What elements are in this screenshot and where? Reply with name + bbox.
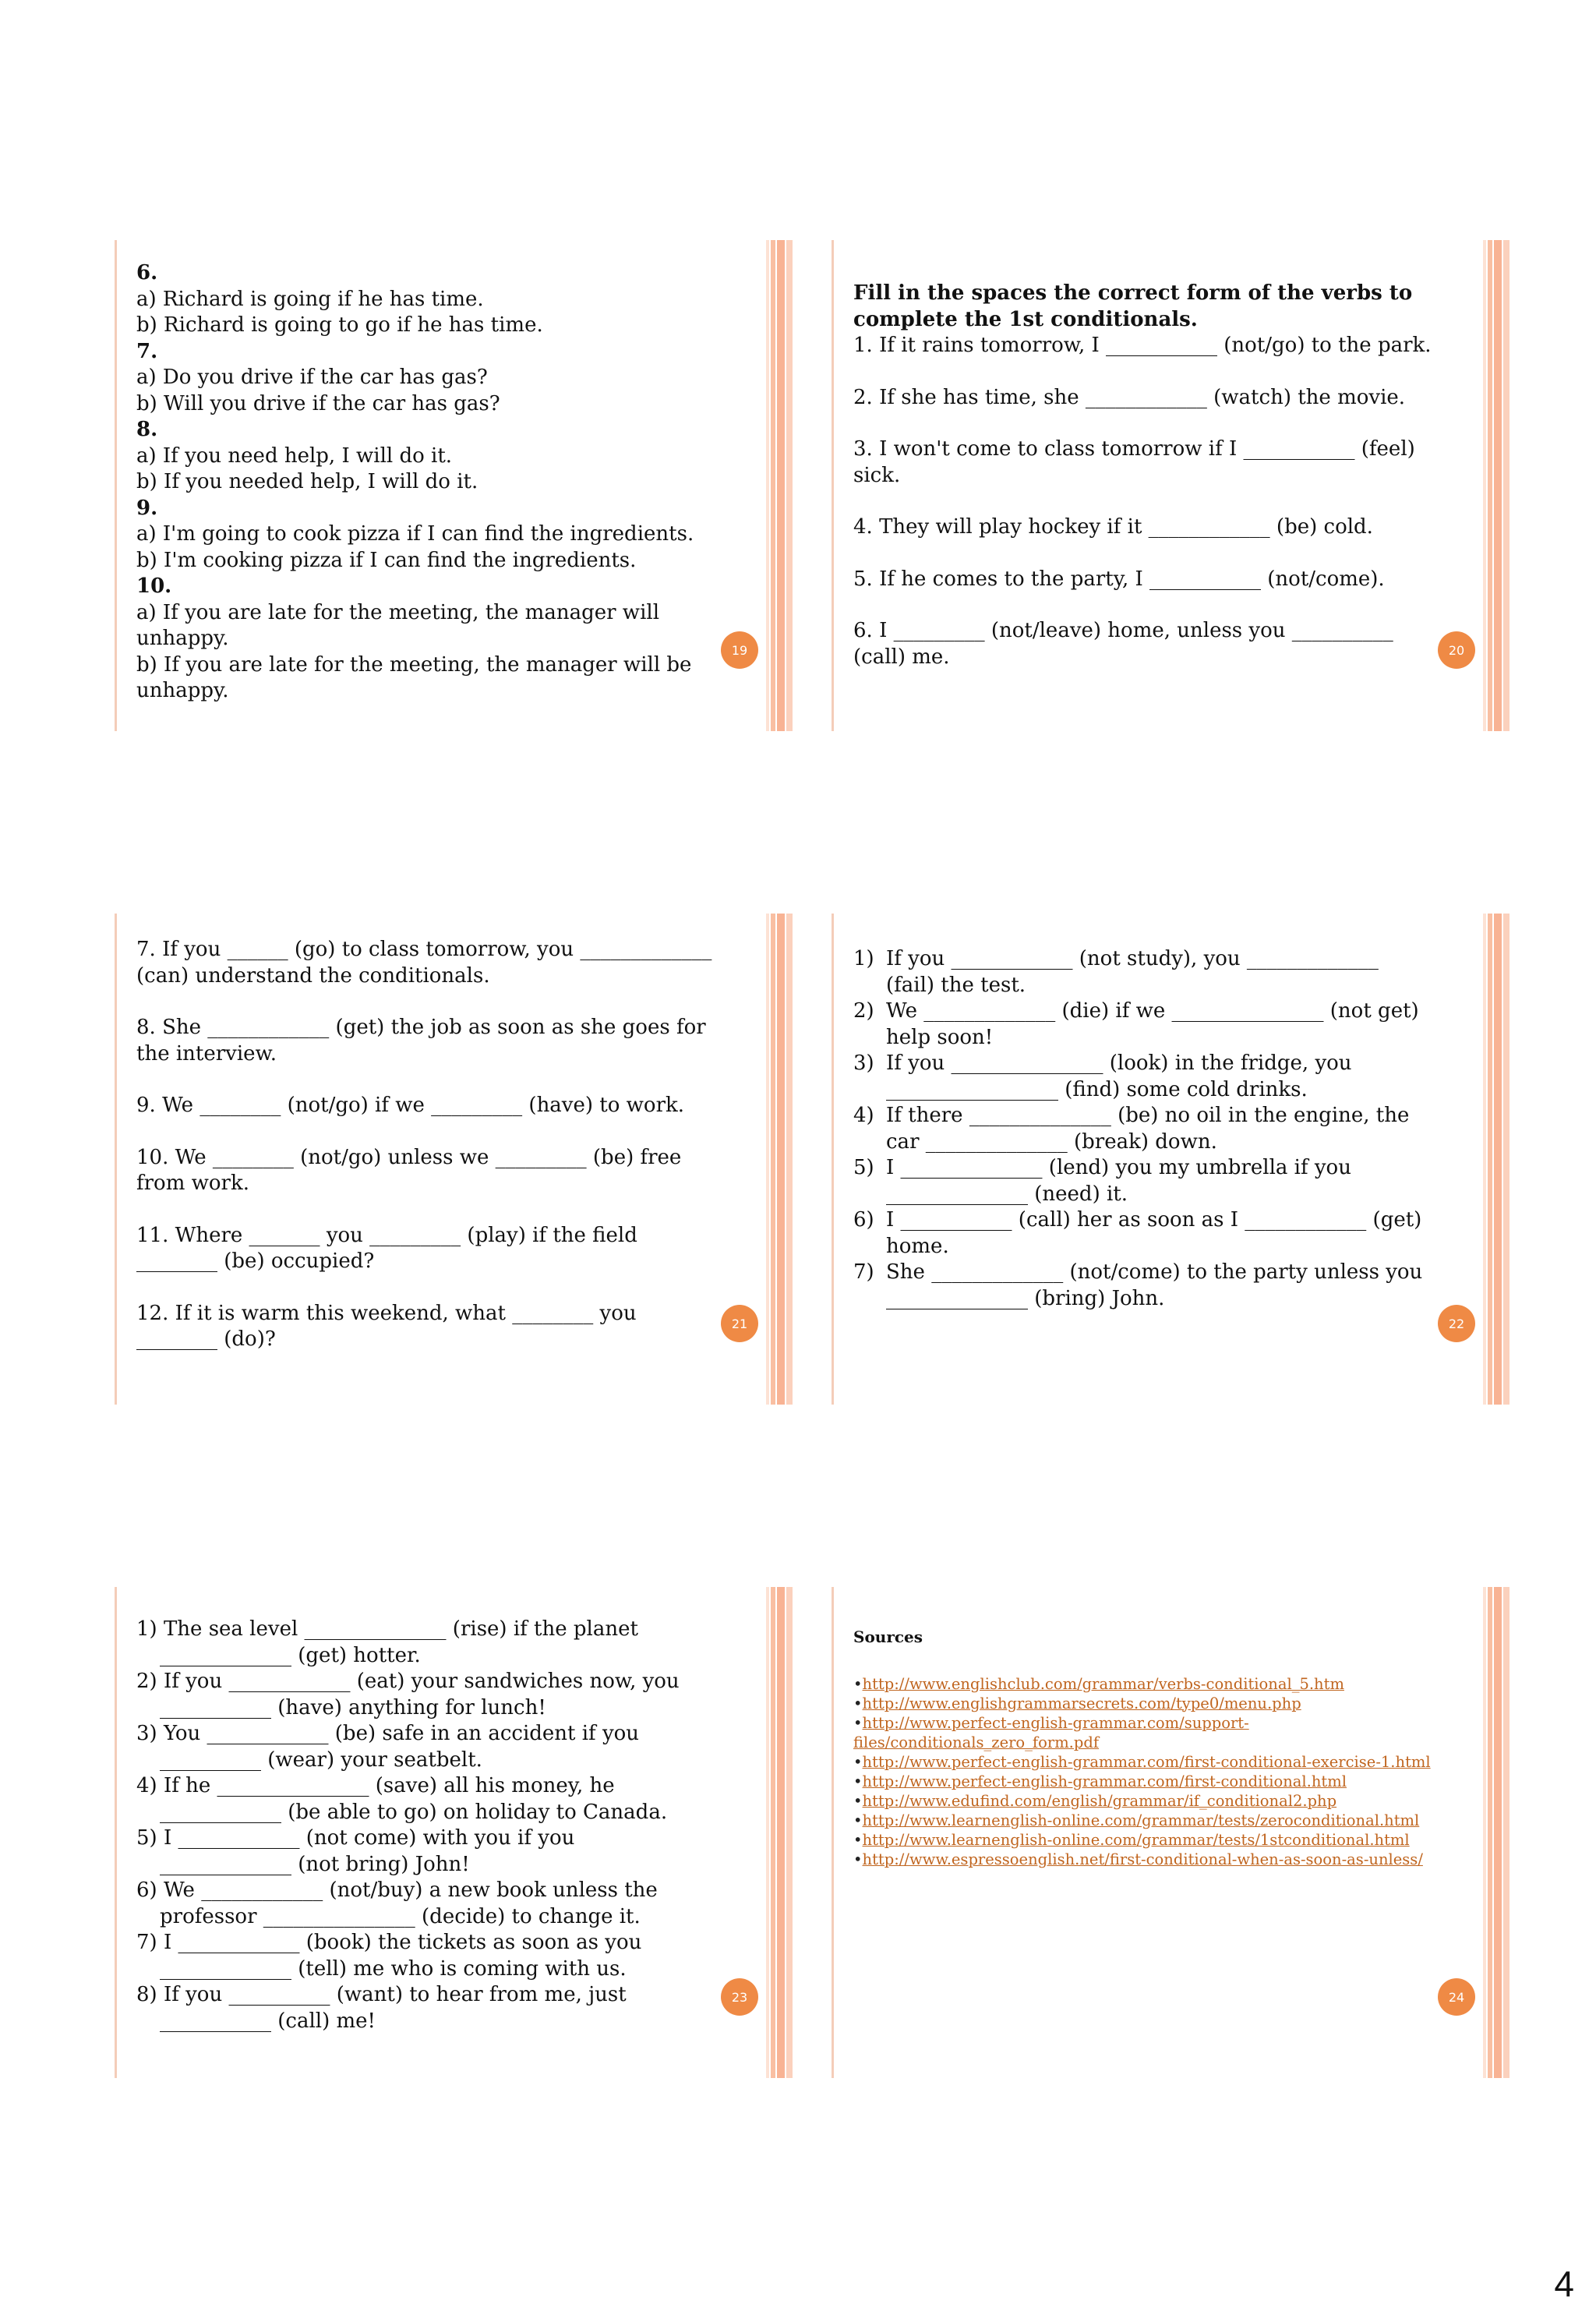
item-number: 1)	[853, 947, 874, 970]
question-number: 8.	[136, 418, 158, 441]
exercise-item	[853, 1260, 1432, 1312]
item-text: I ______________ (lend) you my umbrella if you ______________ (need) it.	[886, 1156, 1351, 1206]
item-text: If there ______________ (be) no oil in the engine, the car ______________ (break) down.	[886, 1104, 1410, 1154]
item-number: 5)	[853, 1156, 874, 1179]
sources-list	[853, 1674, 1439, 1869]
slide-20-content	[853, 281, 1432, 670]
source-link[interactable]: http://www.learnenglish-online.com/grammar/tests/zeroconditional.html	[862, 1811, 1420, 1829]
exercise-item-continuation: professor _______________ (decide) to change it.	[160, 1904, 641, 1928]
source-link[interactable]: http://www.espressoenglish.net/first-conditional-when-as-soon-as-unless/	[862, 1850, 1423, 1868]
exercise-item-line: 6) We ____________ (not/buy) a new book unless the	[136, 1878, 658, 1902]
sources-title: Sources	[853, 1628, 923, 1646]
slide-left-rule	[115, 914, 117, 1405]
bullet-icon: •	[853, 1694, 863, 1712]
slide-left-rule	[832, 914, 834, 1405]
slide-number-badge: 20	[1438, 631, 1475, 669]
slide-number-badge: 23	[721, 1978, 758, 2016]
item-number: 4)	[853, 1104, 874, 1127]
bullet-icon: •	[853, 1674, 863, 1693]
exercise-item: 10. We ________ (not/go) unless we _________ (be) free from work.	[136, 1145, 682, 1195]
question-number: 7.	[136, 339, 158, 363]
slide-number-badge: 19	[721, 631, 758, 669]
exercise-item	[853, 1207, 1432, 1260]
slide-22	[832, 914, 1509, 1405]
exercise-item-line: 7) I ____________ (book) the tickets as soon as you	[136, 1931, 642, 1954]
slide-19-content	[136, 260, 715, 705]
exercise-item-continuation: ___________ (call) me!	[160, 2009, 376, 2033]
answer-option: b) I'm cooking pizza if I can find the ingredients.	[136, 548, 637, 572]
slide-24-content	[853, 1624, 1439, 1869]
item-text: I ___________ (call) her as soon as I ____________ (get) home.	[886, 1208, 1422, 1258]
exercise-item	[853, 1103, 1432, 1155]
source-link[interactable]: http://www.perfect-english-grammar.com/support-files/conditionals_zero_form.pdf	[853, 1713, 1249, 1751]
answer-option: a) If you need help, I will do it.	[136, 444, 453, 468]
slide-21	[115, 914, 793, 1405]
exercise-item-line: 2) If you ____________ (eat) your sandwiches now, you	[136, 1670, 680, 1693]
exercise-item-continuation: _____________ (not bring) John!	[160, 1852, 470, 1876]
question-number: 6.	[136, 261, 158, 285]
source-link[interactable]: http://www.perfect-english-grammar.com/first-conditional-exercise-1.html	[862, 1752, 1431, 1771]
exercise-item: 5. If he comes to the party, I ___________ (not/come).	[853, 567, 1385, 591]
item-text: If you ____________ (not study), you _____________ (fail) the test.	[886, 947, 1379, 997]
slide-left-rule	[832, 1587, 834, 2078]
slide-number-badge: 24	[1438, 1978, 1475, 2016]
exercise-heading: Fill in the spaces the correct form of the verbs to complete the 1st conditionals.	[853, 281, 1413, 331]
source-entry	[853, 1772, 1439, 1791]
item-text: She _____________ (not/come) to the party unless you ______________ (bring) John.	[886, 1260, 1423, 1310]
bullet-icon: •	[853, 1772, 863, 1790]
slide-22-content	[853, 946, 1432, 1312]
exercise-item-line: 3) You ____________ (be) safe in an accident if you	[136, 1722, 640, 1745]
bullet-icon: •	[853, 1830, 863, 1849]
source-entry	[853, 1752, 1439, 1772]
decorative-stripe-band	[766, 1587, 793, 2078]
source-entry	[853, 1674, 1439, 1694]
answer-option: a) Richard is going if he has time.	[136, 287, 484, 311]
exercise-item: 2. If she has time, she ____________ (watch) the movie.	[853, 385, 1406, 409]
exercise-item-continuation: ____________ (be able to go) on holiday to Canada.	[160, 1800, 668, 1824]
exercise-item-line: 1) The sea level ______________ (rise) if the planet	[136, 1617, 638, 1641]
exercise-item: 3. I won't come to class tomorrow if I ___________ (feel) sick.	[853, 437, 1415, 487]
slide-left-rule	[115, 1587, 117, 2078]
bullet-icon: •	[853, 1811, 863, 1829]
item-number: 2)	[853, 999, 874, 1023]
exercise-item	[853, 1155, 1432, 1207]
bullet-icon: •	[853, 1752, 863, 1771]
slide-21-content	[136, 937, 715, 1353]
exercise-item: 11. Where _______ you _________ (play) if the field ________ (be) occupied?	[136, 1223, 637, 1273]
source-entry	[853, 1811, 1439, 1830]
item-number: 3)	[853, 1051, 874, 1075]
exercise-item	[853, 998, 1432, 1051]
bullet-icon: •	[853, 1791, 863, 1810]
answer-option: b) If you are late for the meeting, the manager will be unhappy.	[136, 652, 692, 702]
source-link[interactable]: http://www.englishgrammarsecrets.com/type0/menu.php	[862, 1694, 1301, 1712]
decorative-stripe-band	[766, 914, 793, 1405]
source-link[interactable]: http://www.learnenglish-online.com/grammar/tests/1stconditional.html	[862, 1830, 1410, 1849]
slide-number-badge: 22	[1438, 1305, 1475, 1342]
decorative-stripe-band	[1483, 1587, 1509, 2078]
decorative-stripe-band	[766, 240, 793, 731]
answer-option: b) Richard is going to go if he has time.	[136, 313, 543, 337]
exercise-item: 7. If you ______ (go) to class tomorrow, you _____________ (can) understand the conditionals.	[136, 938, 712, 988]
source-link[interactable]: http://www.perfect-english-grammar.com/first-conditional.html	[862, 1772, 1347, 1790]
exercise-item: 6. I _________ (not/leave) home, unless you __________ (call) me.	[853, 619, 1393, 669]
exercise-item-continuation: ___________ (have) anything for lunch!	[160, 1695, 546, 1719]
exercise-item: 8. She ____________ (get) the job as soon as she goes for the interview.	[136, 1016, 706, 1066]
exercise-item: 12. If it is warm this weekend, what ________ you ________ (do)?	[136, 1301, 637, 1351]
source-link[interactable]: http://www.englishclub.com/grammar/verbs-conditional_5.htm	[862, 1674, 1344, 1693]
answer-option: b) Will you drive if the car has gas?	[136, 391, 500, 415]
exercise-item-continuation: _____________ (get) hotter.	[160, 1643, 421, 1667]
slide-23-content	[136, 1617, 715, 2034]
item-number: 7)	[853, 1260, 874, 1284]
source-entry	[853, 1694, 1439, 1713]
exercise-list	[853, 946, 1432, 1312]
item-text: If you _______________ (look) in the fridge, you _________________ (find) some cold drinks.	[886, 1051, 1352, 1101]
source-link[interactable]: http://www.edufind.com/english/grammar/if_conditional2.php	[862, 1791, 1337, 1810]
slide-19	[115, 240, 793, 731]
exercise-item-continuation: __________ (wear) your seatbelt.	[160, 1748, 482, 1772]
answer-option: a) If you are late for the meeting, the manager will unhappy.	[136, 600, 660, 650]
decorative-stripe-band	[1483, 240, 1509, 731]
item-text: We _____________ (die) if we _______________ (not get) help soon!	[886, 999, 1419, 1049]
exercise-item: 1. If it rains tomorrow, I ___________ (not/go) to the park.	[853, 334, 1432, 357]
answer-option: a) Do you drive if the car has gas?	[136, 366, 488, 389]
slide-left-rule	[115, 240, 117, 731]
answer-option: b) If you needed help, I will do it.	[136, 470, 478, 493]
exercise-item	[853, 946, 1432, 998]
question-number: 10.	[136, 574, 172, 598]
exercise-item-line: 5) I ____________ (not come) with you if you	[136, 1826, 575, 1850]
bullet-icon: •	[853, 1713, 863, 1732]
source-entry	[853, 1830, 1439, 1850]
slide-24	[832, 1587, 1509, 2078]
exercise-item: 9. We ________ (not/go) if we _________ (have) to work.	[136, 1094, 685, 1117]
source-entry	[853, 1713, 1439, 1752]
bullet-icon: •	[853, 1850, 863, 1868]
slide-number-badge: 21	[721, 1305, 758, 1342]
exercise-item-continuation: _____________ (tell) me who is coming with us.	[160, 1956, 627, 1981]
exercise-item-line: 4) If he _______________ (save) all his money, he	[136, 1774, 615, 1797]
item-number: 6)	[853, 1208, 874, 1232]
slide-left-rule	[832, 240, 834, 731]
page-number: 4	[1554, 2264, 1574, 2304]
source-entry	[853, 1850, 1439, 1869]
slide-23	[115, 1587, 793, 2078]
answer-option: a) I'm going to cook pizza if I can find the ingredients.	[136, 522, 694, 546]
exercise-item	[853, 1051, 1432, 1103]
question-number: 9.	[136, 496, 158, 520]
exercise-item-line: 8) If you __________ (want) to hear from me, just	[136, 1983, 627, 2006]
decorative-stripe-band	[1483, 914, 1509, 1405]
slide-20	[832, 240, 1509, 731]
source-entry	[853, 1791, 1439, 1811]
exercise-item: 4. They will play hockey if it ____________ (be) cold.	[853, 515, 1373, 539]
